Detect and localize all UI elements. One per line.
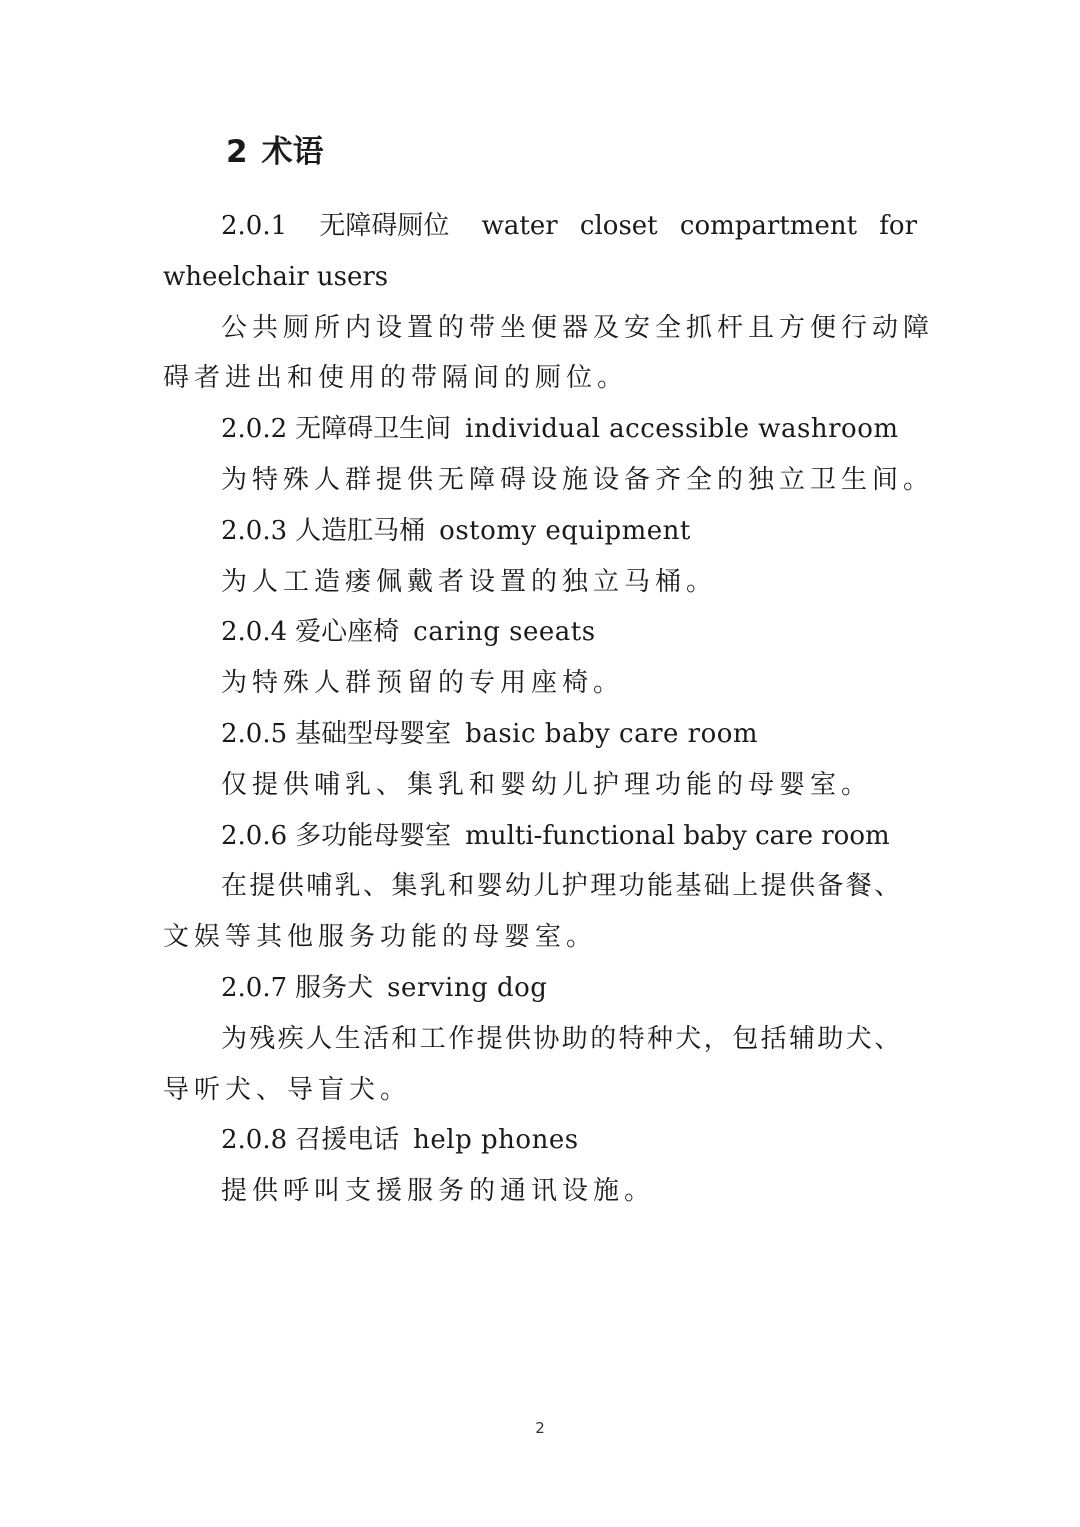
term-definition: 为残疾人生活和工作提供协助的特种犬，包括辅助犬、: [221, 1023, 903, 1054]
term-definition: 为特殊人群提供无障碍设施设备齐全的独立卫生间。: [221, 464, 935, 495]
term-zh: 基础型母婴室: [295, 718, 452, 749]
term-code: 2.0.6: [221, 820, 288, 851]
term-code: 2.0.1: [221, 211, 288, 241]
term-en: ostomy equipment: [439, 515, 691, 546]
page-number: 2: [535, 1419, 545, 1437]
term-zh: 召援电话: [295, 1125, 400, 1156]
term-heading-2-0-2: [163, 404, 917, 455]
section-title: [226, 128, 324, 176]
term-en-continuation: wheelchair users: [163, 261, 389, 292]
term-en: serving dog: [387, 972, 548, 1003]
term-heading-2-0-1: [163, 201, 917, 252]
term-definition: 提供呼叫支援服务的通讯设施。: [221, 1176, 656, 1207]
term-definition: 在提供哺乳、集乳和婴幼儿护理功能基础上提供备餐、: [221, 871, 903, 902]
term-en: multi-functional baby care room: [465, 820, 890, 851]
term-zh: 无障碍厕位: [319, 211, 450, 241]
section-title-text: 术语: [261, 134, 324, 170]
term-definition: 仅提供哺乳、集乳和婴幼儿护理功能的母婴室。: [221, 769, 873, 800]
term-definition: 公共厕所内设置的带坐便器及安全抓杆且方便行动障: [221, 312, 935, 343]
term-heading-2-0-7: [163, 963, 917, 1014]
term-heading-2-0-6: [163, 811, 917, 862]
term-definition-continuation: 文娱等其他服务功能的母婴室。: [163, 922, 598, 953]
section-number: 2: [226, 134, 248, 170]
term-en: water closet compartment for: [481, 211, 917, 241]
term-code: 2.0.8: [221, 1125, 288, 1156]
term-code: 2.0.3: [221, 515, 288, 546]
term-code: 2.0.7: [221, 972, 288, 1003]
term-en: individual accessible washroom: [465, 414, 899, 445]
term-en: caring seeats: [413, 617, 596, 648]
term-definition: 为人工造瘘佩戴者设置的独立马桶。: [221, 566, 718, 597]
term-en: basic baby care room: [465, 718, 759, 749]
term-heading-2-0-5: [163, 709, 917, 760]
term-definition-continuation: 导听犬、导盲犬。: [163, 1074, 412, 1105]
term-zh: 服务犬: [295, 972, 374, 1003]
term-zh: 爱心座椅: [295, 617, 400, 648]
term-zh: 无障碍卫生间: [295, 414, 452, 445]
term-code: 2.0.4: [221, 617, 288, 648]
term-zh: 人造肛马桶: [295, 515, 426, 546]
term-heading-2-0-8: [163, 1115, 917, 1166]
term-definition: 为特殊人群预留的专用座椅。: [221, 668, 625, 699]
term-heading-2-0-4: [163, 607, 917, 658]
term-code: 2.0.2: [221, 414, 288, 445]
terms-list: [163, 201, 935, 1217]
term-definition-continuation: 碍者进出和使用的带隔间的厕位。: [163, 363, 629, 394]
term-heading-2-0-3: [163, 506, 917, 557]
term-code: 2.0.5: [221, 718, 288, 749]
term-en: help phones: [413, 1125, 579, 1156]
term-zh: 多功能母婴室: [295, 820, 452, 851]
